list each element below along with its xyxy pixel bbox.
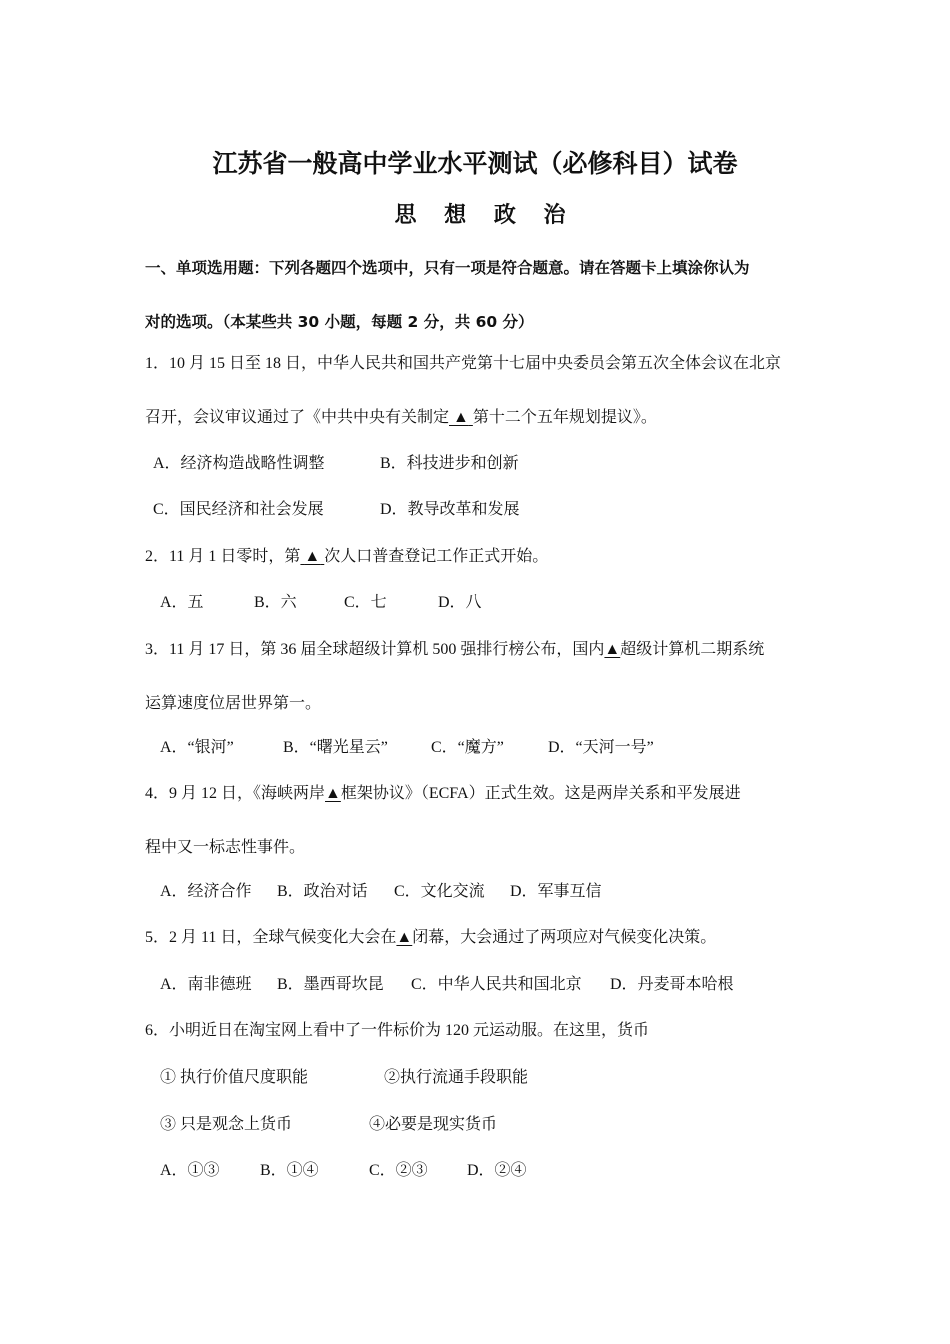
question-4-stem-text: 4．9 月 12 日，《海峡两岸 [145, 785, 326, 802]
question-1-stem-line-1: 1．10 月 15 日至 18 日，中华人民共和国共产党第十七届中央委员会第五次全体会议在北京 [145, 355, 782, 372]
question-4-option-a: A．经济合作 [160, 883, 252, 900]
question-6-option-a: A．①③ [160, 1162, 220, 1179]
question-2-stem-text: 次人口普查登记工作正式开始。 [324, 548, 549, 565]
triangle-icon: ▲ [604, 641, 621, 658]
question-2-stem [145, 546, 548, 568]
question-4-stem-line-1 [145, 783, 741, 805]
section-instructions-line-1: 一、单项选用题：下列各题四个选项中，只有一项是符合题意。请在答题卡上填涂你认为 [145, 259, 750, 277]
question-6-option-d: D．②④ [467, 1162, 527, 1179]
question-4-option-d: D．军事互信 [510, 883, 602, 900]
triangle-icon: ▲ [453, 409, 469, 426]
question-5-option-c: C．中华人民共和国北京 [411, 976, 582, 993]
question-5-option-b: B．墨西哥坎昆 [277, 976, 384, 993]
triangle-icon: ▲ [396, 929, 413, 946]
question-5-option-d: D．丹麦哥本哈根 [610, 976, 734, 993]
question-2-option-a: A．五 [160, 594, 204, 611]
question-1-option-d: D．教导改革和发展 [380, 501, 520, 518]
question-1-stem-text: 召开，会议审议通过了《中共中央有关制定 [145, 409, 450, 426]
question-6-option-b: B．①④ [260, 1162, 319, 1179]
question-2-option-d: D．八 [438, 594, 482, 611]
triangle-icon: ▲ [304, 548, 321, 565]
question-2-option-c: C．七 [344, 594, 387, 611]
question-1-option-c: C．国民经济和社会发展 [153, 501, 324, 518]
question-4-stem-line-2: 程中又一标志性事件。 [145, 839, 306, 856]
question-6-statement-3: ③ 只是观念上货币 [160, 1116, 293, 1133]
question-4-option-c: C．文化交流 [394, 883, 485, 900]
subject-title: 思 想 政 治 [394, 203, 576, 228]
triangle-icon: ▲ [325, 785, 341, 802]
question-3-option-c: C．“魔方” [431, 739, 504, 756]
answer-blank [604, 641, 620, 658]
question-4-stem-text: 框架协议》（ECFA）正式生效。这是两岸关系和平发展进 [340, 785, 741, 802]
question-3-stem-text: 超级计算机二期系统 [620, 641, 765, 658]
question-1-stem-line-2 [145, 407, 657, 429]
question-6-option-c: C．②③ [369, 1162, 428, 1179]
question-3-stem-line-1 [145, 639, 764, 661]
question-5-option-a: A．南非德班 [160, 976, 252, 993]
exam-title: 江苏省一般高中学业水平测试（必修科目）试卷 [212, 149, 738, 178]
question-2-stem-text: 2．11 月 1 日零时，第 [145, 548, 301, 565]
question-6-statement-4: ④必要是现实货币 [369, 1116, 498, 1133]
section-instructions-line-2: 对的选项。（本某些共 30 小题，每题 2 分，共 60 分） [145, 313, 534, 331]
question-3-option-d: D．“天河一号” [548, 739, 654, 756]
question-3-stem-text: 3．11 月 17 日，第 36 届全球超级计算机 500 强排行榜公布，国内 [145, 641, 605, 658]
answer-blank [300, 548, 324, 565]
question-1-option-b: B．科技进步和创新 [380, 455, 519, 472]
question-3-option-b: B．“曙光星云” [283, 739, 388, 756]
answer-blank [396, 929, 412, 946]
question-2-option-b: B．六 [254, 594, 297, 611]
question-5-stem-text: 闭幕，大会通过了两项应对气候变化决策。 [412, 929, 717, 946]
question-1-option-a: A．经济构造战略性调整 [153, 455, 325, 472]
question-6-stem: 6．小明近日在淘宝网上看中了一件标价为 120 元运动服。在这里，货币 [145, 1022, 650, 1039]
question-6-statement-1: ① 执行价值尺度职能 [160, 1069, 309, 1086]
answer-blank [325, 785, 341, 802]
question-6-statement-2: ②执行流通手段职能 [384, 1069, 529, 1086]
question-1-stem-text: 第十二个五年规划提议》。 [472, 409, 657, 426]
question-4-option-b: B．政治对话 [277, 883, 368, 900]
question-5-stem-text: 5．2 月 11 日，全球气候变化大会在 [145, 929, 397, 946]
answer-blank [449, 409, 473, 426]
question-3-stem-line-2: 运算速度位居世界第一。 [145, 695, 322, 712]
question-3-option-a: A．“银河” [160, 739, 234, 756]
question-5-stem [145, 927, 716, 949]
